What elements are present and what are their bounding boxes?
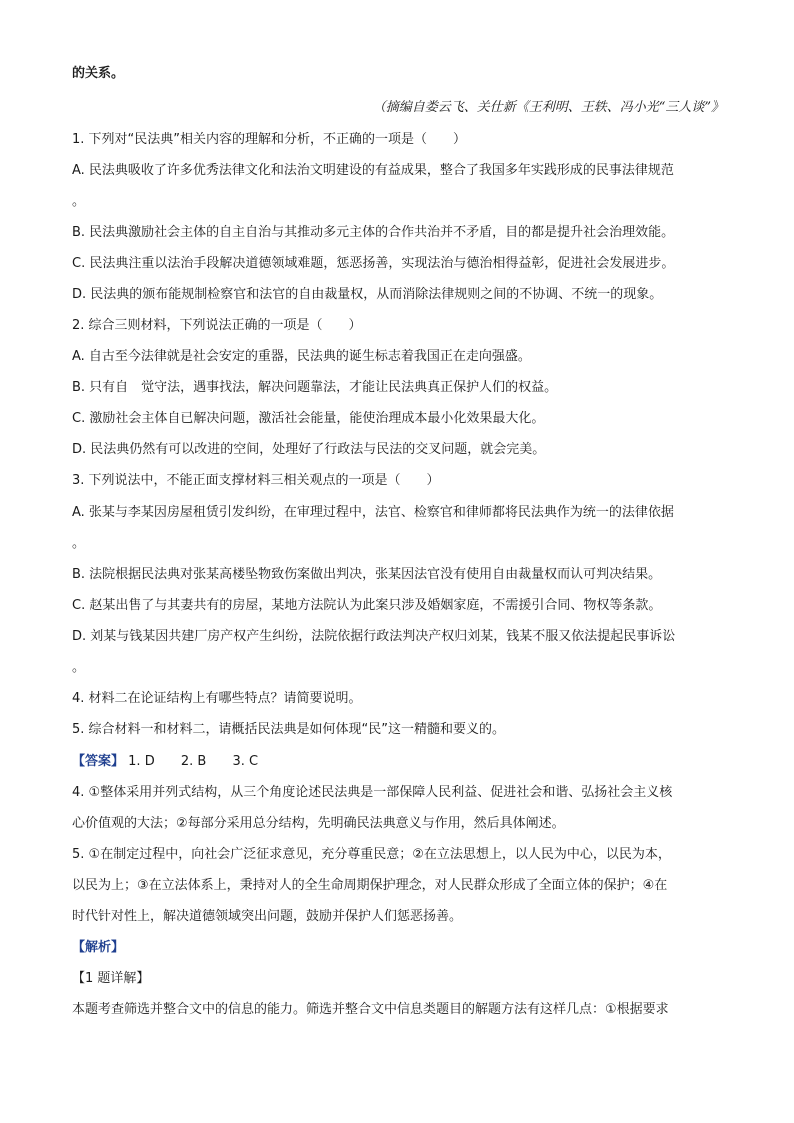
question-1-stem: 1. 下列对“民法典”相关内容的理解和分析，不正确的一项是（ ） [72, 132, 467, 147]
analysis-subheading: 【1 题详解】 [72, 971, 150, 986]
question-1-option-a-cont: 。 [72, 194, 86, 209]
answer-4-line-1: 4. ①整体采用并列式结构，从三个角度论述民法典是一部保障人民利益、促进社会和谐、弘扬社会主义核 [72, 785, 673, 800]
question-2-option-a: A. 自古至今法律就是社会安定的重器，民法典的诞生标志着我国正在走向强盛。 [72, 349, 531, 364]
answer-5-line-1: 5. ①在制定过程中，向社会广泛征求意见，充分尊重民意；②在立法思想上，以人民为中心，以民为本， [72, 847, 671, 862]
question-3-option-b: B. 法院根据民法典对张某高楼坠物致伤案做出判决，张某因法官没有使用自由裁量权而认可判决结果。 [72, 567, 662, 582]
answer-tag: 【答案】 [72, 754, 125, 769]
question-1-option-c: C. 民法典注重以法治手段解决道德领域难题，惩恶扬善，实现法治与德治相得益彰，促进社会发展进步。 [72, 256, 675, 271]
question-1-option-b: B. 民法典激励社会主体的自主自治与其推动多元主体的合作共治并不矛盾，目的都是提升社会治理效能。 [72, 225, 675, 240]
question-2-option-b: B. 只有自 觉守法，遇事找法，解决问题靠法，才能让民法典真正保护人们的权益。 [72, 380, 558, 395]
intro-line: 的关系。 [72, 66, 125, 81]
question-2-option-c: C. 激励社会主体自已解决问题，激活社会能量，能使治理成本最小化效果最大化。 [72, 411, 545, 426]
question-4-stem: 4. 材料二在论证结构上有哪些特点？请简要说明。 [72, 691, 362, 706]
question-2-option-d: D. 民法典仍然有可以改进的空间，处理好了行政法与民法的交叉问题，就会完美。 [72, 442, 546, 457]
question-1-option-d: D. 民法典的颁布能规制检察官和法官的自由裁量权，从而消除法律规则之间的不协调、不统一的现象。 [72, 287, 663, 302]
answer-4-line-2: 心价值观的大法；②每部分采用总分结构，先明确民法典意义与作用，然后具体阐述。 [72, 816, 565, 831]
question-1-option-a: A. 民法典吸收了许多优秀法律文化和法治文明建设的有益成果，整合了我国多年实践形成的民事法律规范 [72, 163, 674, 178]
question-2-stem: 2. 综合三则材料，下列说法正确的一项是（ ） [72, 318, 362, 333]
analysis-body-line-1: 本题考查筛选并整合文中的信息的能力。筛选并整合文中信息类题目的解题方法有这样几点：①根据要求 [72, 1002, 669, 1017]
answer-1: 1. D [128, 754, 155, 769]
question-3-stem: 3. 下列说法中，不能正面支撑材料三相关观点的一项是（ ） [72, 473, 440, 488]
question-3-option-d-cont: 。 [72, 660, 86, 675]
question-5-stem: 5. 综合材料一和材料二，请概括民法典是如何体现“民”这一精髓和要义的。 [72, 722, 506, 737]
answer-values [128, 754, 280, 769]
answer-3: 3. C [232, 754, 259, 769]
answer-5-line-3: 时代针对性上，解决道德领域突出问题，鼓励并保护人们惩恶扬善。 [72, 909, 463, 924]
answer-2: 2. B [180, 754, 207, 769]
answer-5-line-2: 以民为上；③在立法体系上，秉持对人的全生命周期保护理念，对人民群众形成了全面立体的保护；④在 [72, 878, 668, 893]
answer-row [72, 752, 724, 772]
analysis-tag: 【解析】 [72, 940, 125, 955]
question-3-option-a-cont: 。 [72, 536, 86, 551]
question-3-option-c: C. 赵某出售了与其妻共有的房屋，某地方法院认为此案只涉及婚姻家庭，不需援引合同、物权等条款。 [72, 598, 662, 613]
question-3-option-a: A. 张某与李某因房屋租赁引发纠纷，在审理过程中，法官、检察官和律师都将民法典作为统一的法律依据 [72, 505, 674, 520]
source-citation: （摘编自娄云飞、关仕新《王利明、王轶、冯小光“三人谈”》 [372, 100, 724, 115]
question-3-option-d: D. 刘某与钱某因共建厂房产权产生纠纷，法院依据行政法判决产权归刘某，钱某不服又依法提起民事诉讼 [72, 629, 676, 644]
